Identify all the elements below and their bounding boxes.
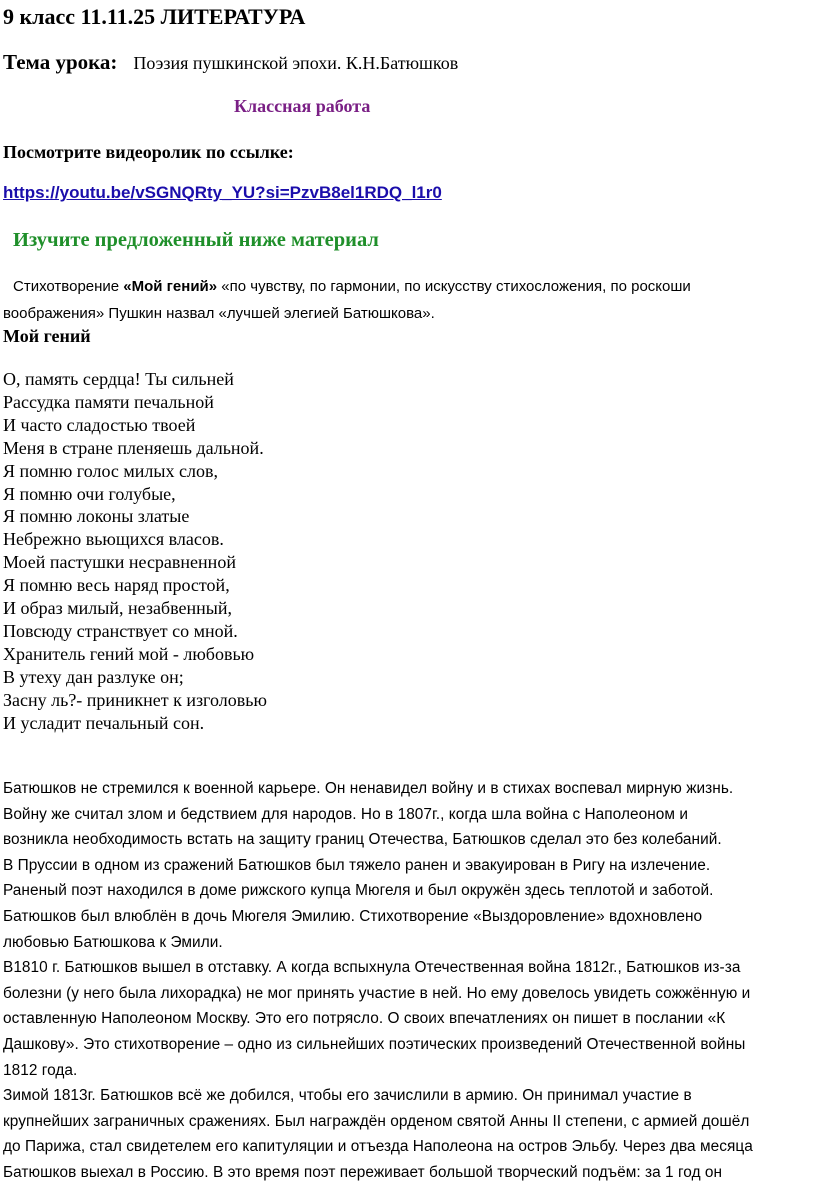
prose-line: Зимой 1813г. Батюшков всё же добился, чтобы его зачислили в армию. Он принимал участие в — [3, 1087, 692, 1105]
poem-line: Засну ль?- приникнет к изголовью — [3, 689, 267, 710]
poem-line: И образ милый, незабвенный, — [3, 598, 232, 619]
poem-body — [3, 368, 267, 735]
poem-line: Я помню очи голубые, — [3, 483, 176, 504]
poem-line: В утеху дан разлуке он; — [3, 666, 184, 687]
prose-line: Батюшков выехал в Россию. В это время поэт переживает большой творческий подъём: за 1 год он — [3, 1163, 723, 1181]
watch-prompt: Посмотрите видеоролик по ссылке: — [3, 142, 294, 162]
prose-line: В1810 г. Батюшков вышел в отставку. А когда вспыхнула Отечественная война 1812г., Батюшков из-за — [3, 959, 741, 977]
poem-line: И часто сладостью твоей — [3, 414, 196, 435]
prose-line: болезни (у него была лихорадка) не мог принять участие в ней. Но ему довелось увидеть сожжённую и — [3, 984, 751, 1002]
poem-line: Небрежно вьющихся власов. — [3, 529, 224, 550]
poem-line: И усладит печальный сон. — [3, 712, 205, 733]
classwork-heading: Классная работа — [234, 96, 371, 116]
intro-line-1 — [3, 273, 803, 300]
poem-line: Рассудка памяти печальной — [3, 391, 214, 412]
prose-line: 1812 года. — [3, 1061, 78, 1079]
intro-poem-name: «Мой гений» — [123, 278, 218, 295]
intro-rest: «по чувству, по гармонии, по искусству стихосложения, по роскоши — [217, 278, 691, 295]
page-title: 9 класс 11.11.25 ЛИТЕРАТУРА — [3, 4, 306, 29]
prose-line: В Пруссии в одном из сражений Батюшков был тяжело ранен и эвакуирован в Ригу на излечение. — [3, 856, 711, 874]
video-link[interactable]: https://youtu.be/vSGNQRty_YU?si=PzvB8el1RDQ_l1r0 — [3, 183, 442, 202]
prose-line: до Парижа, стал свидетелем его капитуляции и отъезда Наполеона на остров Эльбу. Через два месяца — [3, 1138, 753, 1156]
prose-line: Раненый поэт находился в доме рижского купца Мюгеля и был окружён здесь теплотой и заботой. — [3, 882, 714, 900]
poem-line: Я помню весь наряд простой, — [3, 575, 230, 596]
prose-line: возникла необходимость встать на защиту границ Отечества, Батюшков сделал это без колебаний. — [3, 831, 722, 849]
prose-line: Дашкову». Это стихотворение – одно из сильнейших поэтических произведений Отечественной войны — [3, 1035, 746, 1053]
prose-line: оставленную Наполеоном Москву. Это его потрясло. О своих впечатлениях он пишет в послании «К — [3, 1010, 726, 1028]
prose-line: Войну же считал злом и бедствием для народов. Но в 1807г., когда шла война с Наполеоном и — [3, 805, 688, 823]
lesson-topic — [3, 50, 458, 75]
poem-line: Моей пастушки несравненной — [3, 552, 236, 573]
prose-line: любовью Батюшкова к Эмили. — [3, 933, 223, 951]
topic-value: Поэзия пушкинской эпохи. К.Н.Батюшков — [133, 53, 459, 73]
poem-line: Хранитель гений мой - любовью — [3, 643, 255, 664]
prose-line: крупнейших заграничных сражениях. Был награждён орденом святой Анны II степени, с армией дошёл — [3, 1112, 750, 1130]
poem-line: О, память сердца! Ты сильней — [3, 369, 234, 389]
intro-line-2: воображения» Пушкин назвал «лучшей элегией Батюшкова». — [3, 305, 435, 322]
biography-text — [3, 776, 813, 1186]
prose-line: Батюшков не стремился к военной карьере. Он ненавидел войну и в стихах воспевал мирную жизнь. — [3, 780, 734, 797]
poem-line: Повсюду странствует со мной. — [3, 620, 238, 641]
poem-title: Мой гений — [3, 326, 91, 346]
intro-lead: Стихотворение — [13, 278, 124, 295]
topic-label: Тема урока: — [3, 50, 118, 74]
poem-line: Я помню локоны златые — [3, 506, 190, 527]
study-prompt: Изучите предложенный ниже материал — [13, 229, 379, 251]
prose-line: Батюшков был влюблён в дочь Мюгеля Эмилию. Стихотворение «Выздоровление» вдохновлено — [3, 907, 703, 925]
poem-line: Я помню голос милых слов, — [3, 460, 218, 481]
poem-line: Меня в стране пленяешь дальной. — [3, 437, 264, 458]
intro-paragraph — [3, 273, 803, 327]
